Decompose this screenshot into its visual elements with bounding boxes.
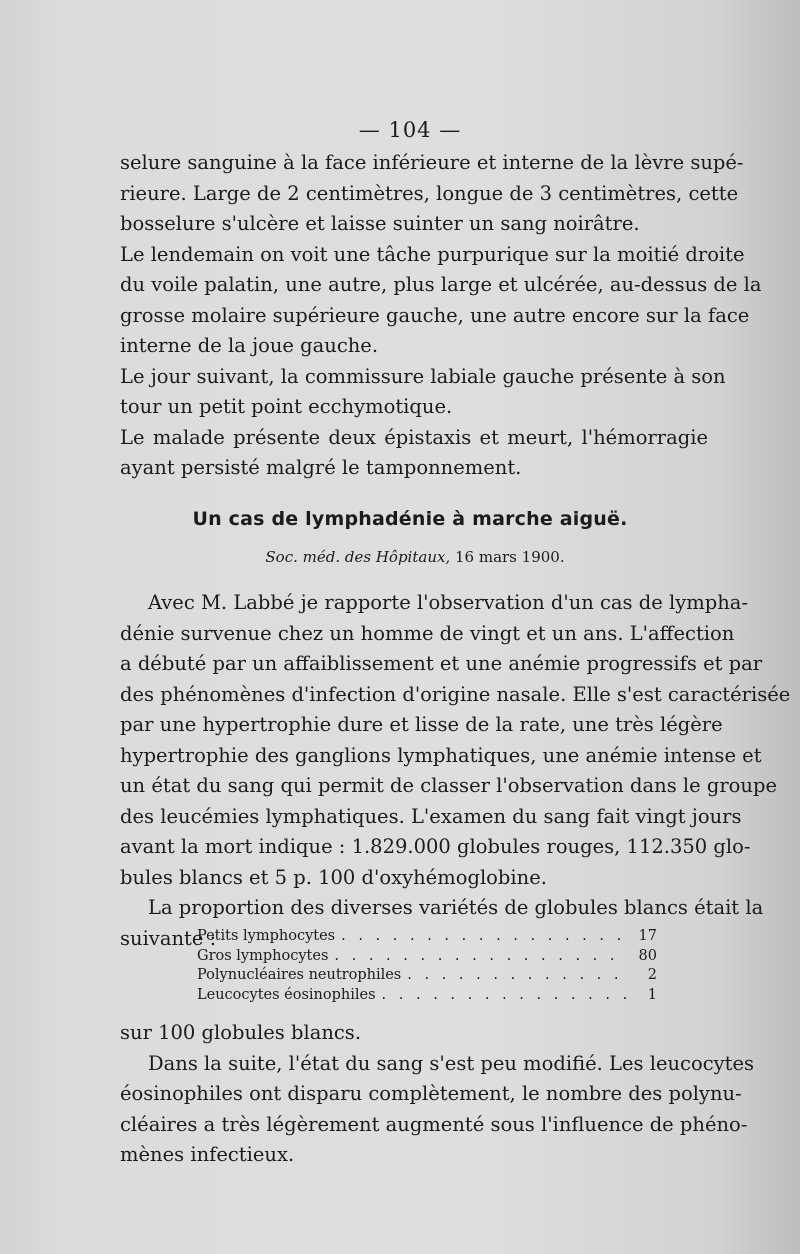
leader-dots [382,986,627,1006]
text-line: Le malade présente deux épistaxis et meurt, l'hémorragie [120,425,708,449]
text-line: tour un petit point ecchymotique. [120,395,453,418]
text-line: des phénomènes d'infection d'origine nasale. Elle s'est caractérisée [120,682,791,706]
leukocyte-table [197,927,657,1005]
text-line: Avec M. Labbé je rapporte l'observation d'un cas de lympha- [148,591,748,614]
text-line: grosse molaire supérieure gauche, une autre encore sur la face [120,303,750,327]
citation-date: 16 mars 1900. [450,548,565,566]
table-row [197,947,657,967]
section-heading: Un cas de lymphadénie à marche aiguë. [192,508,628,530]
text-line: Dans la suite, l'état du sang s'est peu modifié. Les leucocytes [148,1051,755,1075]
text-line: un état du sang qui permit de classer l'observation dans le groupe [120,774,778,797]
text-line: des leucémies lymphatiques. L'examen du sang fait vingt jours [120,804,742,828]
paragraph-block-3 [120,1018,755,1171]
text-line: suivante : [120,926,217,950]
text-line: hypertrophie des ganglions lymphatiques, une anémie intense et [120,743,762,767]
leader-dots [407,966,627,986]
text-line: interne de la joue gauche. [120,334,379,357]
page-number: — 104 — [358,118,462,142]
row-value: 17 [638,928,657,944]
text-line: rieure. Large de 2 centimètres, longue de 3 centimètres, cette [120,181,739,205]
citation [0,548,800,566]
text-line: avant la mort indique : 1.829.000 globules rouges, 112.350 glo- [120,835,751,858]
table-row [197,927,657,947]
row-value: 2 [647,967,657,983]
text-line: sur 100 globules blancs. [120,1021,362,1044]
row-label: Polynucléaires neutrophiles [197,967,402,983]
text-line: ayant persisté malgré le tamponnement. [120,456,522,479]
text-line: mènes infectieux. [120,1143,295,1166]
row-label: Petits lymphocytes [197,928,336,944]
text-line: Le lendemain on voit une tâche purpurique sur la moitié droite [120,242,745,266]
text-line: a débuté par un affaiblissement et une anémie progressifs et par [120,652,763,675]
row-label: Gros lymphocytes [197,947,329,964]
text-line: par une hypertrophie dure et lisse de la rate, une très légère [120,713,723,736]
paragraph-block-2 [120,588,791,954]
row-value: 1 [647,986,657,1003]
row-label: Leucocytes éosinophiles [197,986,376,1003]
text-line: du voile palatin, une autre, plus large et ulcérée, au-dessus de la [120,273,762,296]
text-line: bosselure s'ulcère et laisse suinter un sang noirâtre. [120,212,640,235]
leader-dots [334,947,627,967]
citation-venue: Soc. méd. des Hôpitaux, [265,548,451,566]
text-line: Le jour suivant, la commissure labiale gauche présente à son [120,364,726,388]
text-line: éosinophiles ont disparu complètement, le nombre des polynu- [120,1082,742,1105]
paragraph-block-1 [120,148,762,484]
leader-dots [341,927,627,947]
table-row [197,986,657,1006]
text-line: cléaires a très légèrement augmenté sous l'influence de phéno- [120,1112,748,1136]
text-line: selure sanguine à la face inférieure et interne de la lèvre supé- [120,151,744,174]
row-value: 80 [638,947,657,964]
text-line: dénie survenue chez un homme de vingt et un ans. L'affection [120,621,735,645]
text-line: bules blancs et 5 p. 100 d'oxyhémoglobine. [120,865,547,889]
text-line: La proportion des diverses variétés de globules blancs était la [148,896,764,919]
table-row [197,966,657,986]
